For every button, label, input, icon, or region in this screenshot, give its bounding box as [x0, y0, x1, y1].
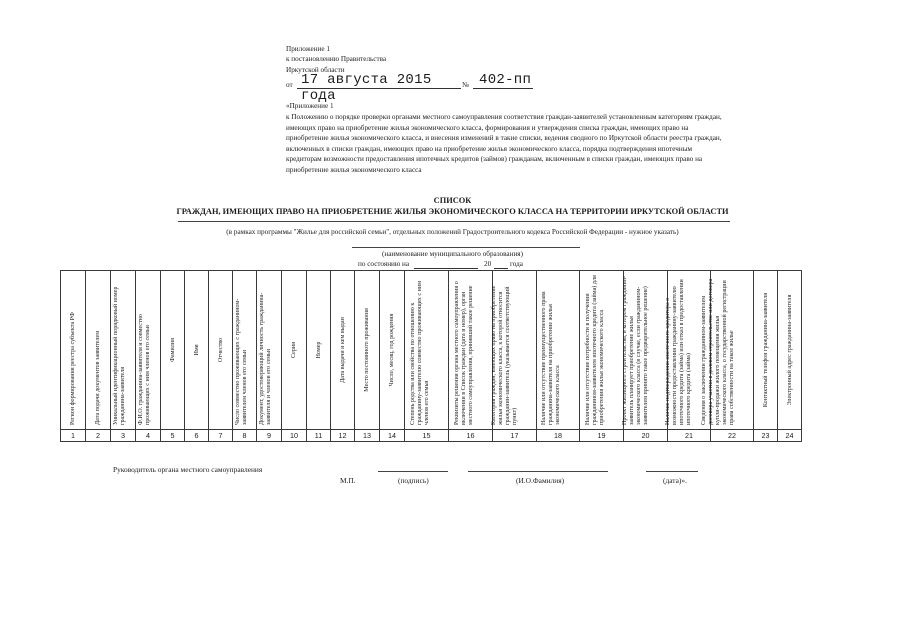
signature-line [378, 471, 448, 472]
column-number: 19 [580, 430, 624, 442]
municipality-caption: (наименование муниципального образования) [381, 250, 524, 258]
header-line-appendix: Приложение 1 [286, 45, 330, 53]
column-number: 24 [778, 430, 802, 442]
appendix-line: приобретение жилья экономического класса [286, 165, 422, 174]
column-header [111, 271, 136, 430]
column-number: 18 [537, 430, 580, 442]
column-header-text: Уникальный идентификационный порядковый номер гражданина-заявителя [113, 286, 126, 425]
column-header-text: Проект жилищного строительства, в котором гражданин-заявитель планирует приобретение жилья экономического класса (в случае, если гражданином-заявителем принято такое предварительное решение) [621, 275, 649, 425]
column-number: 14 [380, 430, 405, 442]
header-line-region: Иркутской области [286, 66, 345, 74]
column-number: 21 [668, 430, 711, 442]
column-header-text: Контактный телефон гражданина-заявителя [762, 292, 769, 408]
column-header [185, 271, 209, 430]
header-line-decree: к постановлению Правительства [286, 55, 387, 63]
column-number: 6 [185, 430, 209, 442]
column-header-text: Дата подачи документов заявителем [95, 330, 101, 425]
column-header [355, 271, 380, 430]
list-title: СПИСОК [433, 196, 472, 205]
column-number: 2 [86, 430, 111, 442]
title-underline [178, 221, 730, 222]
column-number: 5 [161, 430, 185, 442]
header-ot-label: от [286, 81, 293, 89]
column-header [136, 271, 161, 430]
column-header [449, 271, 493, 430]
column-header-text: Ф.И.О. гражданина-заявителя и совместно проживающих с ним членов его семьи [138, 314, 151, 425]
municipality-line [352, 247, 580, 248]
column-number: 13 [355, 430, 380, 442]
column-header-text: Отчество [217, 337, 224, 363]
column-header [621, 271, 668, 430]
column-number: 8 [233, 430, 257, 442]
as-of-date-field [414, 259, 478, 269]
header-date-value: 17 августа 2015 года [301, 72, 432, 104]
column-header [233, 271, 257, 430]
name-line [468, 471, 608, 472]
column-number: 12 [331, 430, 355, 442]
column-header-text: Номер [315, 341, 322, 359]
column-header [580, 271, 624, 430]
column-header [61, 271, 86, 430]
column-header-text: Фамилия [169, 338, 176, 362]
column-header [209, 271, 233, 430]
header-number-sign: № [462, 81, 469, 89]
column-header-text: Документ, удостоверяющий личность гражданина-заявителя и членов его семьи [259, 292, 272, 425]
column-number-row [61, 430, 802, 442]
appendix-text [286, 112, 806, 176]
appendix-line: приобретение жилья экономического класса, и внесения изменений в такие списки, ведения сводного по Иркутской области реестра граждан, [286, 134, 722, 143]
list-subtitle: ГРАЖДАН, ИМЕЮЩИХ ПРАВО НА ПРИОБРЕТЕНИЕ ЖИЛЬЯ ЭКОНОМИЧЕСКОГО КЛАССА НА ТЕРРИТОРИИ ИРКУТСКОЙ ОБЛАСТИ [176, 207, 729, 216]
date-caption: (дата)». [663, 476, 687, 485]
seal-label: М.П. [340, 476, 356, 485]
column-number: 9 [257, 430, 282, 442]
year-suffix: года [510, 260, 524, 268]
column-header-text: Наличие или отсутствие потребности в получении гражданином-заявителем ипотечного кредита (займа) для приобретения жилья экономического класса [584, 275, 605, 425]
column-header [754, 271, 778, 430]
column-header [307, 271, 331, 430]
column-header-text: Степень родства или свойства по отношению к гражданину-заявителю совместно проживающих с ним членов его семьи [409, 281, 430, 425]
header-date-field [297, 72, 461, 104]
column-header-text: Серия [291, 342, 297, 358]
column-number: 11 [307, 430, 331, 442]
column-header-text: Наличие подтверждения ипотечного кредитора о возможности предоставления гражданину-заявителю ипотечного кредита (займа) или отказ в предоставлении ипотечного кредита (займа) [665, 279, 692, 425]
column-number: 17 [493, 430, 537, 442]
column-header [257, 271, 282, 430]
column-header-text: Число совместно проживающих с гражданином-заявителем членов его семьи [234, 298, 248, 425]
year-field [494, 259, 508, 269]
column-header-text: Наличие или отсутствие преимущественного права гражданина-заявителя на приобретение жилья экономического класса [541, 291, 561, 425]
appendix-line: кредиторам возможности предоставления ипотечных кредитов (займов) гражданам, включенным в списки граждан, имеющих право на [286, 155, 703, 164]
header-row [61, 271, 802, 430]
appendix-line: к Положению о порядке проверки органами местного самоуправления соответствия граждан-заявителей установленным категориям граждан, [286, 113, 722, 121]
column-number: 16 [449, 430, 493, 442]
column-header [490, 271, 537, 430]
column-header-text: Место постоянного проживания [364, 308, 370, 392]
program-note: (в рамках программы "Жилье для российской семьи", отдельных положений Градостроительного кодекса Российской Федерации - нужное указать) [226, 228, 679, 236]
column-header-text: Дата выдачи и кем выдан [339, 317, 346, 383]
column-number: 15 [405, 430, 449, 442]
column-header [778, 271, 802, 430]
column-header-text: Число, месяц, год рождения [389, 313, 395, 387]
column-number: 23 [754, 430, 778, 442]
column-header [405, 271, 449, 430]
column-header [86, 271, 111, 430]
header-number-field [473, 73, 533, 89]
column-number: 1 [61, 430, 86, 442]
year-prefix: 20 [484, 260, 492, 268]
column-number: 7 [209, 430, 233, 442]
appendix-line: включенных в списки граждан, имеющих право на приобретение жилья экономического класса, порядка подтверждения ипотечным [286, 144, 693, 153]
column-header [701, 271, 754, 430]
column-header [537, 271, 580, 430]
column-header [282, 271, 307, 430]
header-number-value: 402-пп [479, 72, 532, 88]
column-header-text: Категория граждан, имеющих право на приобретение жилья экономического класса, к которой относится гражданин-заявитель (указывается соответствующий пункт) [490, 285, 518, 425]
column-header [331, 271, 355, 430]
column-number: 22 [711, 430, 754, 442]
column-header-text: Сведения о заключении гражданином-заявителем договора участия в долевом строительстве или договора купли-продажи жилого помещения жилья экономического класса, о государственной регистрации права собственности на такое жилье [701, 278, 735, 425]
citizens-table [60, 270, 802, 442]
appendix-line: имеющих право на приобретение жилья экономического класса, формирования и утверждения списка граждан, имеющих право на [286, 123, 689, 132]
head-of-authority-label: Руководитель органа местного самоуправления [113, 465, 263, 474]
column-header-text: Регион формирования реестра субъекта РФ [70, 312, 76, 425]
column-header-text: Имя [193, 344, 200, 356]
column-number: 4 [136, 430, 161, 442]
signature-caption: (подпись) [398, 476, 429, 485]
column-header-text: Реквизиты решения органа местного самоуправления о включении в Список граждан (дата и номер), орган местного самоуправления, принявший такое решение [453, 281, 474, 425]
column-header-text: Электронный адрес гражданина-заявителя [786, 294, 793, 406]
column-header [161, 271, 185, 430]
column-number: 3 [111, 430, 136, 442]
appendix-label: «Приложение 1 [286, 102, 334, 110]
column-number: 20 [624, 430, 668, 442]
date-line [646, 471, 698, 472]
column-header [380, 271, 405, 430]
name-caption: (И.О.Фамилия) [516, 476, 565, 485]
column-number: 10 [282, 430, 307, 442]
as-of-label: по состоянию на [358, 260, 410, 268]
